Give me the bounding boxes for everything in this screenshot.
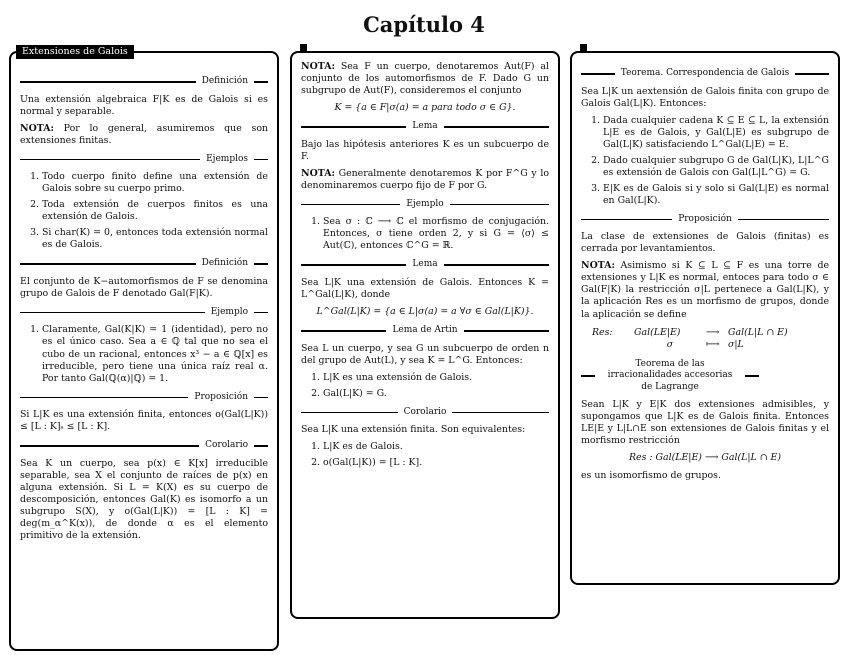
heading-proposicion: Proposición	[581, 214, 829, 226]
restriction-map	[581, 327, 829, 351]
heading-ejemplo: Ejemplo	[20, 307, 268, 319]
theorem-list	[603, 115, 829, 207]
map-mapsto: ⟼	[706, 338, 720, 350]
map-codomain: Gal(L|L ∩ E)	[728, 326, 788, 338]
corner-marker	[580, 44, 587, 51]
column-3	[570, 51, 840, 585]
note-2: NOTA: Generalmente denotaremos K por F^G y lo denominaremos cuerpo fijo de F por G.	[301, 167, 549, 191]
formula-fixed-field: L^Gal(L|K) = {a ∈ L|σ(a) = a ∀σ ∈ Gal(L|K)}.	[316, 305, 534, 317]
note: NOTA: Por lo general, asumiremos que son extensiones finitas.	[20, 122, 268, 146]
example-list	[42, 324, 268, 384]
list-item: 2. o(Gal(L|K)) = [L : K].	[323, 457, 549, 469]
corollary-list	[323, 441, 549, 469]
closing-text: es un isomorfismo de grupos.	[581, 470, 721, 482]
list-item: 1. Sea σ : ℂ ⟶ ℂ el morfismo de conjugación. Entonces, σ tiene orden 2, y si G = ⟨σ⟩ ≤ Aut(ℂ), entonces ℂ^G = ℝ.	[323, 216, 549, 252]
artin-list	[323, 372, 549, 400]
proposition-text: Si L|K es una extensión finita, entonces o(Gal(L|K)) ≤ [L : K]ₛ ≤ [L : K].	[20, 409, 268, 433]
heading-definicion-2: Definición	[20, 258, 268, 270]
heading-ejemplo: Ejemplo	[301, 199, 549, 211]
list-item: 1. L|K es de Galois.	[323, 441, 549, 453]
list-item: 1. Claramente, Gal(K|K) = 1 (identidad), pero no es el único caso. Sea a ∈ ℚ tal que no sea el cubo de un racional, entonces x³ − a ∈ ℚ[x] es irreducible, pero tiene una única raíz real α. Por tanto Gal(ℚ(α)|ℚ) = 1.	[42, 324, 268, 384]
section-tag: Extensiones de Galois	[16, 45, 134, 59]
formula-fixed-set: K = {a ∈ F|σ(a) = a para todo σ ∈ G}.	[334, 102, 516, 114]
heading-lema-2: Lema	[301, 259, 549, 271]
formula-res: Res : Gal(LE|E) ⟶ Gal(L|L ∩ E)	[628, 452, 782, 464]
list-item: 3. Si char(K) = 0, entonces toda extensión normal es de Galois.	[42, 227, 268, 251]
column-1	[9, 51, 279, 651]
proposition-text: La clase de extensiones de Galois (finitas) es cerrada por levantamientos.	[581, 231, 829, 255]
heading-lagrange: Teorema de las irracionalidades accesorias de Lagrange	[581, 359, 829, 394]
artin-text: Sea L un cuerpo, y sea G un subcuerpo de orden n del grupo de Aut(L), y sea K = L^G. Entonces:	[301, 342, 549, 366]
heading-corolario: Corolario	[20, 440, 268, 452]
map-image: σ|L	[728, 338, 744, 350]
list-item: 1. Todo cuerpo finito define una extensión de Galois sobre su cuerpo primo.	[42, 171, 268, 195]
theorem-text: Sea L|K un aextensión de Galois finita con grupo de Galois Gal(L|K). Entonces:	[581, 85, 829, 109]
list-item: 2. Toda extensión de cuerpos finitos es una extensión de Galois.	[42, 199, 268, 223]
corollary-text: Sea L|K una extensión finita. Son equivalentes:	[301, 424, 526, 436]
note: NOTA: Asimismo si K ⊆ L ⊆ F es una torre de extensiones y L|K es normal, entoces para todo σ ∈ Gal(F|K) la restricción σ|L pertenece a Gal(L|K), y la aplicación Res es un morfismo de grupos, donde la aplicación se define	[581, 260, 829, 320]
heading-corolario: Corolario	[301, 407, 549, 419]
column-2	[290, 51, 560, 619]
definition-text: Una extensión algebraica F|K es de Galois si es normal y separable.	[20, 93, 268, 117]
map-arrow: ⟶	[706, 326, 720, 338]
example-list	[323, 216, 549, 252]
lagrange-text: Sean L|K y E|K dos extensiones admisibles, y supongamos que L|K es de Galois finita. Entonces LE|E y L|L∩E son extensiones de Galois finitas y el morfismo restricción	[581, 399, 829, 447]
map-name: Res:	[592, 326, 613, 338]
list-item: 2. Gal(L|K) = G.	[323, 388, 549, 400]
map-domain: Gal(LE|E)	[634, 326, 681, 338]
list-item: 1. L|K es una extensión de Galois.	[323, 372, 549, 384]
list-item: 3. E|K es de Galois si y solo si Gal(L|E) es normal en Gal(L|K).	[603, 183, 829, 207]
lemma-text: Bajo las hipótesis anteriores K es un subcuerpo de F.	[301, 138, 549, 162]
note: NOTA: Sea F un cuerpo, denotaremos Aut(F) al conjunto de los automorfismos de F. Dado G un subgrupo de Aut(F), consideremos el conjunto	[301, 61, 549, 97]
heading-artin: Lema de Artin	[301, 325, 549, 337]
corollary-text: Sea K un cuerpo, sea p(x) ∈ K[x] irreducible separable, sea X el conjunto de raíces de p(x) en alguna extensión. Si L = K(X) es su cuerpo de descomposición, entonces Gal(K) es isomorfo a un subgrupo S(X), y o(Gal(L|K)) = [L : K] = deg(m_α^K(x)), de donde α es el elemento primitivo de la extensión.	[20, 457, 268, 541]
lemma-text-2: Sea L|K una extensión de Galois. Entonces K = L^Gal(L|K), donde	[301, 276, 549, 300]
heading-definicion: Definición	[20, 76, 268, 88]
examples-list	[42, 171, 268, 251]
corner-marker	[300, 44, 307, 51]
heading-teorema: Teorema. Correspondencia de Galois	[581, 68, 829, 80]
heading-lema: Lema	[301, 121, 549, 133]
heading-ejemplos: Ejemplos	[20, 154, 268, 166]
heading-proposicion: Proposición	[20, 392, 268, 404]
list-item: 2. Dado cualquier subgrupo G de Gal(L|K), L|L^G es extensión de Galois con Gal(L|L^G) = G.	[603, 155, 829, 179]
list-item: 1. Dada cualquier cadena K ⊆ E ⊆ L, la extensión L|E es de Galois, y Gal(L|E) es subgrupo de Gal(L|K) satisfaciendo L^Gal(L|E) = E.	[603, 115, 829, 151]
definition-text-2: El conjunto de K−automorfismos de F se denomina grupo de Galois de F denotado Gal(F|K).	[20, 275, 268, 299]
page-title: Capítulo 4	[363, 12, 485, 37]
map-element: σ	[666, 338, 674, 350]
